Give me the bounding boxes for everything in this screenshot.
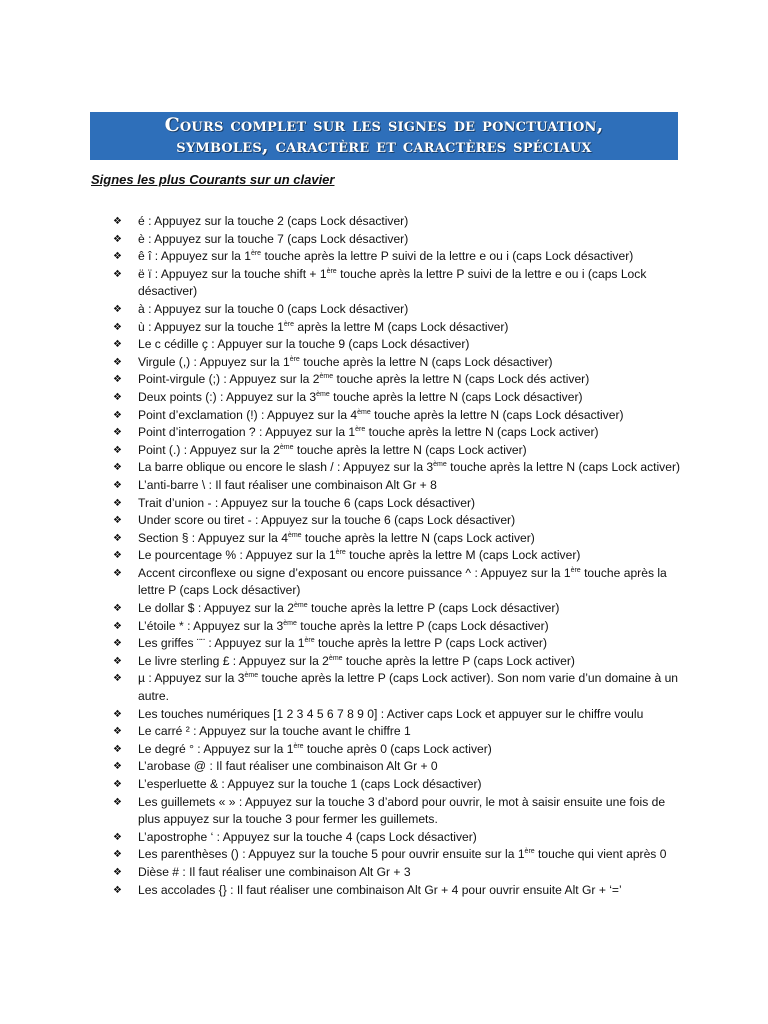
list-item xyxy=(113,231,683,249)
list-item xyxy=(113,776,683,794)
diamond-four-dots-icon: ❖ xyxy=(113,497,122,509)
diamond-four-dots-icon: ❖ xyxy=(113,233,122,245)
list-item xyxy=(113,741,683,759)
list-item-text: L’arobase @ : Il faut réaliser une combinaison Alt Gr + 0 xyxy=(138,759,438,774)
list-item xyxy=(113,477,683,495)
list-item-text: L’esperluette & : Appuyez sur la touche 1 (caps Lock désactiver) xyxy=(138,777,482,791)
list-item xyxy=(113,653,683,671)
ordinal-superscript: ème xyxy=(244,672,259,680)
list-item-text: Les parenthèses () : Appuyez sur la touche 5 pour ouvrir ensuite sur la 1 xyxy=(138,847,525,862)
list-item-text: touche après la lettre N (caps Lock activer) xyxy=(301,530,535,545)
list-item-text: touche après la lettre N (caps Lock activer) xyxy=(293,442,527,457)
ordinal-superscript: ème xyxy=(433,461,447,469)
diamond-four-dots-icon: ❖ xyxy=(113,796,122,808)
ordinal-superscript: ème xyxy=(357,408,371,416)
list-item xyxy=(113,389,683,407)
title-line-2: symboles, caractère et caractères spéciaux xyxy=(176,135,592,157)
ordinal-superscript: ère xyxy=(283,320,295,328)
diamond-four-dots-icon: ❖ xyxy=(113,567,122,579)
list-item xyxy=(113,442,683,460)
list-item-text: touche qui vient après 0 xyxy=(534,847,667,862)
diamond-four-dots-icon: ❖ xyxy=(113,779,122,790)
ordinal-superscript: ème xyxy=(287,531,302,539)
list-item xyxy=(113,354,683,372)
diamond-four-dots-icon: ❖ xyxy=(113,849,122,861)
title-line-1: Cours complet sur les signes de ponctuation, xyxy=(164,114,604,136)
list-item-text: Point d’exclamation (!) : Appuyez sur la 4 xyxy=(138,407,358,422)
list-item-text: touche après la lettre P suivi de la lettre e ou i (caps Lock désactiver) xyxy=(261,249,634,264)
diamond-four-dots-icon: ❖ xyxy=(113,743,122,755)
list-item xyxy=(113,407,683,425)
list-item-text: Le dollar $ : Appuyez sur la 2 xyxy=(138,601,294,616)
diamond-four-dots-icon: ❖ xyxy=(113,444,122,456)
diamond-four-dots-icon: ❖ xyxy=(113,532,122,544)
diamond-four-dots-icon: ❖ xyxy=(113,831,122,843)
list-item-text: touche après la lettre P (caps Lock activer) xyxy=(314,636,547,651)
list-item-text: à : Appuyez sur la touche 0 (caps Lock désactiver) xyxy=(138,301,409,316)
list-item-text: é : Appuyez sur la touche 2 (caps Lock désactiver) xyxy=(138,214,409,228)
diamond-four-dots-icon: ❖ xyxy=(113,726,122,738)
diamond-four-dots-icon: ❖ xyxy=(113,303,122,315)
list-item xyxy=(113,600,683,618)
list-item xyxy=(113,635,683,653)
diamond-four-dots-icon: ❖ xyxy=(113,761,122,773)
list-item xyxy=(113,706,683,724)
diamond-four-dots-icon: ❖ xyxy=(113,550,122,562)
list-item-text: µ : Appuyez sur la 3 xyxy=(138,671,245,686)
diamond-four-dots-icon: ❖ xyxy=(113,479,122,491)
list-item-text: touche après la lettre N (caps Lock désactiver) xyxy=(370,407,624,422)
ordinal-superscript: ère xyxy=(524,848,535,856)
ordinal-superscript: ème xyxy=(328,654,343,662)
list-item-text: Les accolades {} : Il faut réaliser une combinaison Alt Gr + 4 pour ouvrir ensuite Alt Gr + ‘=’ xyxy=(138,882,622,897)
list-item-text: Le c cédille ç : Appuyer sur la touche 9 (caps Lock désactiver) xyxy=(138,337,470,352)
ordinal-superscript: ème xyxy=(316,390,330,398)
list-item-text: touche après la lettre N (caps Lock dés activer) xyxy=(333,372,590,387)
list-item xyxy=(113,248,683,266)
diamond-four-dots-icon: ❖ xyxy=(113,515,122,527)
list-item-text: Accent circonflexe ou signe d’exposant ou encore puissance ^ : Appuyez sur la 1 xyxy=(138,565,571,580)
diamond-four-dots-icon: ❖ xyxy=(113,391,122,403)
diamond-four-dots-icon: ❖ xyxy=(113,216,122,227)
ordinal-superscript: ère xyxy=(304,637,315,645)
list-item-text: Les griffes ¨¨ : Appuyez sur la 1 xyxy=(138,636,305,651)
list-item-text: Le degré ° : Appuyez sur la 1 xyxy=(138,741,294,756)
ordinal-superscript: ère xyxy=(335,549,346,557)
list-item-text: touche après la lettre M (caps Lock activer) xyxy=(345,548,581,563)
diamond-four-dots-icon: ❖ xyxy=(113,884,122,896)
list-item-text: ë ï : Appuyez sur la touche shift + 1 xyxy=(138,266,327,281)
list-item-text: Le carré ² : Appuyez sur la touche avant le chiffre 1 xyxy=(138,724,411,739)
ordinal-superscript: ère xyxy=(355,426,366,434)
list-item xyxy=(113,530,683,548)
list-item-text: après la lettre M (caps Lock désactiver) xyxy=(294,319,509,334)
list-item-text: touche après la lettre P suivi de la lettre e ou i (caps Lock désactiver) xyxy=(138,266,647,299)
list-item-text: touche après la lettre P (caps Lock désactiver) xyxy=(307,601,560,616)
section-subtitle: Signes les plus Courants sur un clavier xyxy=(91,172,335,187)
diamond-four-dots-icon: ❖ xyxy=(113,321,122,333)
list-item-text: L’étoile * : Appuyez sur la 3 xyxy=(138,618,284,633)
list-item-text: touche après la lettre P (caps Lock désactiver) xyxy=(138,565,667,598)
shortcut-list xyxy=(113,213,683,899)
list-item xyxy=(113,301,683,319)
list-item xyxy=(113,829,683,847)
title-banner xyxy=(90,112,678,160)
ordinal-superscript: ère xyxy=(570,566,581,574)
diamond-four-dots-icon: ❖ xyxy=(113,374,122,386)
diamond-four-dots-icon: ❖ xyxy=(113,655,122,667)
list-item-text: touche après la lettre N (caps Lock désactiver) xyxy=(299,354,553,369)
diamond-four-dots-icon: ❖ xyxy=(113,427,122,439)
list-item xyxy=(113,565,683,600)
list-item-text: ù : Appuyez sur la touche 1 xyxy=(138,319,284,334)
ordinal-superscript: ère xyxy=(293,742,304,750)
ordinal-superscript: ème xyxy=(319,373,334,381)
list-item xyxy=(113,547,683,565)
list-item-text: touche après la lettre P (caps Lock activer) xyxy=(342,653,575,668)
list-item xyxy=(113,424,683,442)
list-item-text: Deux points (:) : Appuyez sur la 3 xyxy=(138,389,317,404)
list-item-text: touche après la lettre N (caps Lock activer) xyxy=(365,425,599,440)
diamond-four-dots-icon: ❖ xyxy=(113,356,122,368)
list-item-text: touche après la lettre P (caps Lock désactiver) xyxy=(296,618,549,633)
list-item-text: touche après la lettre N (caps Lock désactiver) xyxy=(329,389,583,404)
list-item-text: touche après 0 (caps Lock activer) xyxy=(303,741,492,756)
diamond-four-dots-icon: ❖ xyxy=(113,673,122,685)
ordinal-superscript: ème xyxy=(293,602,308,610)
list-item xyxy=(113,213,683,231)
list-item xyxy=(113,618,683,636)
list-item-text: touche après la lettre P (caps Lock activer). Son nom varie d’un domaine à un autre. xyxy=(138,671,679,704)
list-item-text: Section § : Appuyez sur la 4 xyxy=(138,530,288,545)
list-item-text: L’anti-barre \ : Il faut réaliser une combinaison Alt Gr + 8 xyxy=(138,477,437,492)
list-item xyxy=(113,319,683,337)
list-item-text: Dièse # : Il faut réaliser une combinaison Alt Gr + 3 xyxy=(138,864,411,879)
list-item xyxy=(113,266,683,301)
diamond-four-dots-icon: ❖ xyxy=(113,409,122,421)
list-item-text: La barre oblique ou encore le slash / : Appuyez sur la 3 xyxy=(138,460,434,475)
diamond-four-dots-icon: ❖ xyxy=(113,866,122,878)
list-item xyxy=(113,882,683,900)
list-item-text: Under score ou tiret - : Appuyez sur la touche 6 (caps Lock désactiver) xyxy=(138,513,516,528)
list-item-text: Le pourcentage % : Appuyez sur la 1 xyxy=(138,548,336,563)
list-item-text: touche après la lettre N (caps Lock activer) xyxy=(446,460,681,475)
ordinal-superscript: ème xyxy=(283,619,297,627)
list-item-text: ê î : Appuyez sur la 1 xyxy=(138,249,251,264)
list-item xyxy=(113,459,683,477)
list-item-text: è : Appuyez sur la touche 7 (caps Lock désactiver) xyxy=(138,231,409,246)
list-item xyxy=(113,846,683,864)
diamond-four-dots-icon: ❖ xyxy=(113,251,122,263)
diamond-four-dots-icon: ❖ xyxy=(113,638,122,650)
diamond-four-dots-icon: ❖ xyxy=(113,339,122,351)
diamond-four-dots-icon: ❖ xyxy=(113,603,122,615)
list-item xyxy=(113,371,683,389)
list-item-text: L’apostrophe ‘ : Appuyez sur la touche 4 (caps Lock désactiver) xyxy=(138,829,477,844)
list-item-text: Virgule (,) : Appuyez sur la 1 xyxy=(138,354,290,369)
list-item xyxy=(113,670,683,705)
ordinal-superscript: ère xyxy=(250,250,262,258)
diamond-four-dots-icon: ❖ xyxy=(113,708,122,720)
ordinal-superscript: ère xyxy=(326,267,337,275)
list-item xyxy=(113,336,683,354)
list-item xyxy=(113,864,683,882)
diamond-four-dots-icon: ❖ xyxy=(113,268,122,280)
diamond-four-dots-icon: ❖ xyxy=(113,462,122,474)
list-item-text: Point d’interrogation ? : Appuyez sur la 1 xyxy=(138,425,356,440)
list-item-text: Trait d’union - : Appuyez sur la touche 6 (caps Lock désactiver) xyxy=(138,495,476,510)
list-item-text: Les touches numériques [1 2 3 4 5 6 7 8 9 0] : Activer caps Lock et appuyer sur le chiffre voulu xyxy=(138,706,644,721)
list-item-text: Le livre sterling £ : Appuyez sur la 2 xyxy=(138,653,329,668)
list-item xyxy=(113,512,683,530)
diamond-four-dots-icon: ❖ xyxy=(113,620,122,632)
list-item xyxy=(113,758,683,776)
list-item-text: Point (.) : Appuyez sur la 2 xyxy=(138,442,280,457)
list-item xyxy=(113,794,683,829)
list-item xyxy=(113,495,683,513)
ordinal-superscript: ère xyxy=(289,355,300,363)
list-item-text: Point-virgule (;) : Appuyez sur la 2 xyxy=(138,372,320,387)
ordinal-superscript: ème xyxy=(279,443,294,451)
list-item-text: Les guillemets « » : Appuyez sur la touche 3 d’abord pour ouvrir, le mot à saisir ensuite une fois de plus appuyez sur la touche 3 pour fermer les guillemets. xyxy=(138,794,666,827)
list-item xyxy=(113,723,683,741)
